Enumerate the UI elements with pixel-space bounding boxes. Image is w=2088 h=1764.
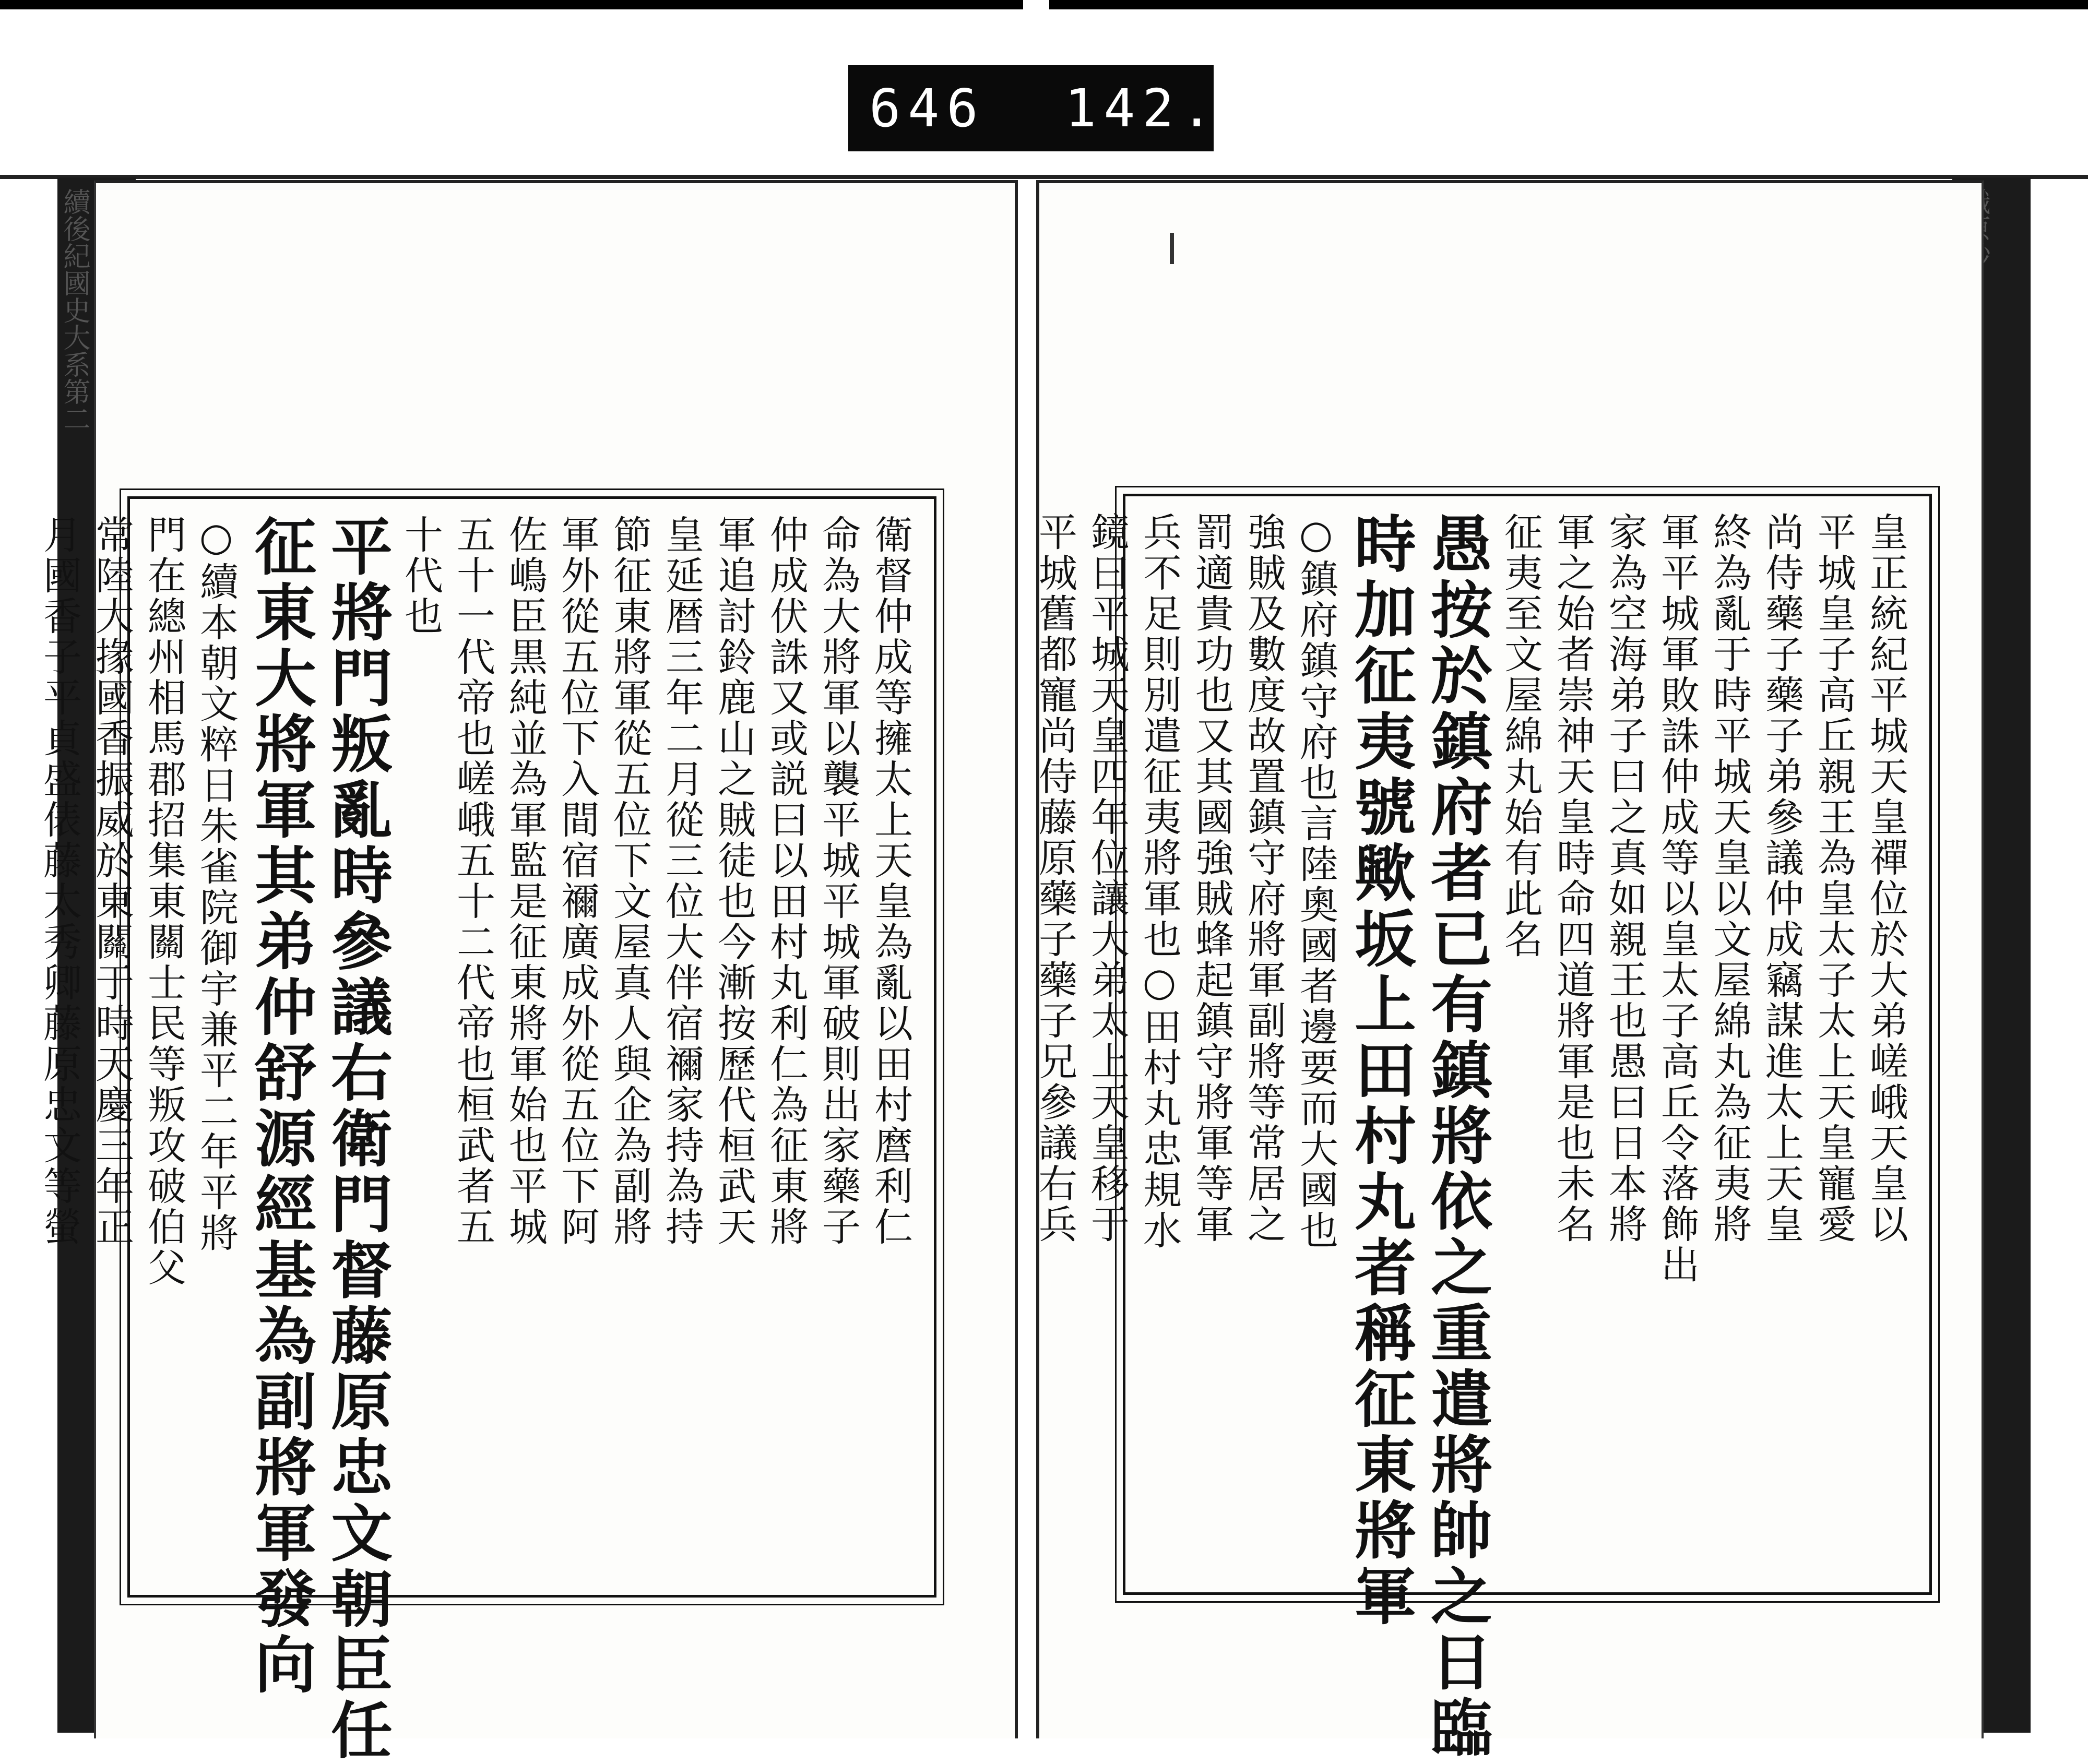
text-column: 月國香子平貞盛俵藤太秀卿藤原忠文等螢 bbox=[37, 515, 82, 1247]
text-column: 皇延暦三年二月從三位大伴宿禰家持為持 bbox=[659, 515, 704, 1247]
text-column: 軍平城軍敗誅仲成等以皇太子高丘令落飾出 bbox=[1655, 512, 1700, 1285]
text-column: 家為空海弟子曰之真如親王也愚曰日本將 bbox=[1603, 512, 1647, 1245]
text-column: 平城舊都寵尚侍藤原藥子藥子兄參議右兵 bbox=[1033, 512, 1077, 1245]
text-column: 衛督仲成等擁太上天皇為亂以田村麿利仁 bbox=[868, 515, 913, 1247]
text-column: 軍之始者崇神天皇時命四道將軍是也未名 bbox=[1550, 512, 1595, 1245]
text-column: 十代也 bbox=[398, 515, 443, 637]
heading-column: 時加征夷號歟坂上田村丸者稱征東將軍 bbox=[1344, 512, 1417, 1630]
catalog-number-a: 646 bbox=[869, 78, 986, 139]
ink-speck bbox=[1170, 233, 1174, 264]
text-column: 命為大將軍以襲平城平城軍破則出家藥子 bbox=[816, 515, 861, 1247]
scan-edge-line bbox=[0, 175, 2088, 179]
text-column: 鏡曰平城天皇四年位讓大弟太上天皇移于 bbox=[1085, 512, 1130, 1245]
top-border-notch bbox=[1023, 0, 1049, 9]
text-column: ○續本朝文粹日朱雀院御宇兼平二年平將 bbox=[194, 515, 239, 1254]
text-column: 終為亂于時平城天皇以文屋綿丸為征夷將 bbox=[1707, 512, 1752, 1245]
left-text-frame bbox=[37, 496, 936, 1764]
text-column: 兵不足則別遣征夷將軍也○田村丸忠規水 bbox=[1137, 512, 1182, 1251]
left-text-body bbox=[37, 499, 934, 1764]
text-column: 軍外從五位下入間宿禰廣成外從五位下阿 bbox=[555, 515, 600, 1247]
text-column: 門在總州相馬郡招集東關士民等叛攻破伯父 bbox=[141, 515, 186, 1288]
text-column: 征夷至文屋綿丸始有此名 bbox=[1498, 512, 1543, 960]
text-column: 強賊及數度故置鎮守府將軍副將等常居之 bbox=[1241, 512, 1286, 1245]
text-column: ○鎮府鎮守府也言陸奧國者邊要而大國也 bbox=[1294, 512, 1338, 1251]
text-column: 皇正統紀平城天皇禪位於大弟嵯峨天皇以 bbox=[1864, 512, 1908, 1245]
text-column: 仲成伏誅又或説曰以田村丸利仁為征東將 bbox=[764, 515, 809, 1247]
right-text-frame bbox=[1033, 494, 1932, 1761]
text-column: 平城皇子高丘親王為皇太子太上天皇寵愛 bbox=[1811, 512, 1856, 1245]
heading-column: 愚按於鎮府者已有鎮將依之重遣將帥之日臨 bbox=[1420, 512, 1493, 1761]
left-margin-title: 續後紀國史大系第二 bbox=[58, 188, 90, 432]
heading-column: 平將門叛亂時參議右衛門督藤原忠文朝臣任 bbox=[321, 515, 393, 1764]
right-text-body bbox=[1033, 496, 1929, 1761]
text-column: 節征東將軍從五位下文屋真人與企為副將 bbox=[607, 515, 652, 1247]
right-page bbox=[1033, 180, 1984, 1761]
text-column: 佐嶋臣黒純並為軍監是征東將軍始也平城 bbox=[503, 515, 548, 1247]
heading-column: 征東大將軍其弟仲舒源經基為副將軍發向 bbox=[244, 515, 317, 1698]
text-column: 常陸大掾國香振威於東關于時天慶三年正 bbox=[89, 515, 134, 1247]
text-column: 軍追討鈴鹿山之賊徒也今漸按歷代桓武天 bbox=[711, 515, 756, 1247]
text-column: 五十一代帝也嵯峨五十二代帝也桓武者五 bbox=[450, 515, 495, 1247]
catalog-label bbox=[848, 65, 1220, 151]
text-column: 罰適貴功也又其國強賊蜂起鎮守將軍等軍 bbox=[1189, 512, 1234, 1245]
text-column: 尚侍藥子藥子弟參議仲成竊謀進太上天皇 bbox=[1759, 512, 1804, 1245]
catalog-number-b: 142. bbox=[1065, 78, 1220, 139]
